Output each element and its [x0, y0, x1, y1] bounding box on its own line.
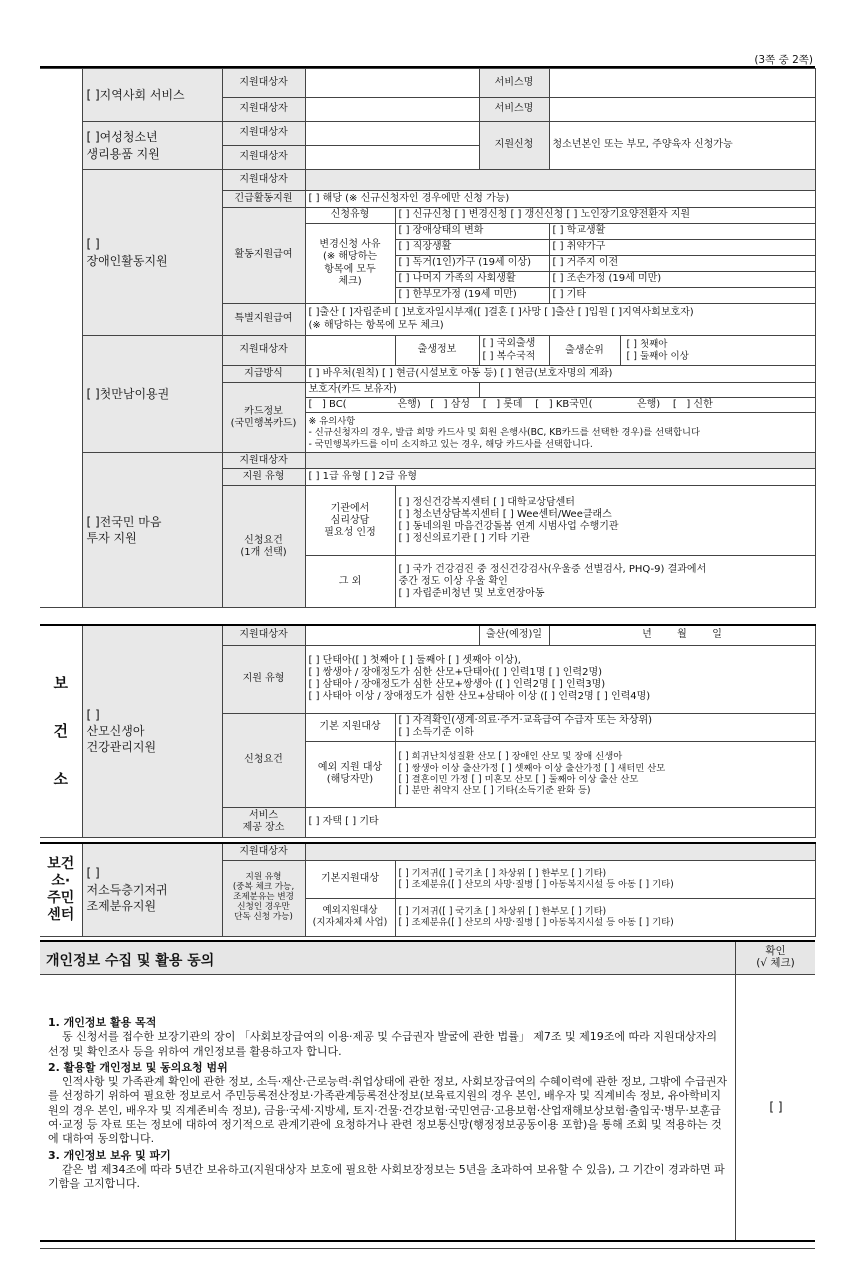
- basic-target-label: 기본 지원대상: [305, 713, 395, 741]
- lowincome-exception-label: 예외지원대상 (지자체자체 사업): [305, 898, 395, 936]
- disability-target-label: 지원대상자: [222, 170, 305, 191]
- birth-info-label: 출생정보: [395, 336, 479, 366]
- card-holder-input[interactable]: [479, 383, 815, 398]
- community-target-input-2[interactable]: [305, 98, 479, 122]
- card-info-label: 카드정보 (국민행복카드): [222, 383, 305, 453]
- community-target-label: 지원대상자: [222, 69, 305, 98]
- application-table: [40, 68, 816, 608]
- due-date-value[interactable]: 년 월 일: [549, 625, 815, 645]
- special-benefit-value[interactable]: [ ]출산 [ ]자립준비 [ ]보호자일시부재([ ]결혼 [ ]사망 [ ]출산 [ ]입원 [ ]지역사회보호자) (※ 해당하는 항목에 모두 체크): [305, 304, 815, 336]
- reason-4-a[interactable]: [ ] 한부모가정 (19세 미만): [395, 288, 549, 304]
- bottom-rule: [40, 1248, 815, 1249]
- birth-order-label: 출생순위: [550, 336, 621, 365]
- community-service-name-input-2[interactable]: [549, 98, 815, 122]
- outer-blank: [40, 69, 82, 608]
- card-holder-label: 보호자(카드 보유자): [305, 383, 479, 398]
- basic-target-value[interactable]: [ ] 자격확인(생계·의료·주거·교육급여 수급자 또는 차상위) [ ] 소득기준 이하: [395, 713, 815, 741]
- lowincome-target-input[interactable]: [305, 843, 815, 860]
- maternal-type-value[interactable]: [ ] 단태아([ ] 첫째아 [ ] 둘째아 [ ] 셋째아 이상), [ ] 쌍생아 / 장애정도가 심한 산모+단태아([ ] 인력1명 [ ] 인력2명) [ ] 삼태아 / 장애정도가 심한 산모+쌍생아 ([ ] 인력2명 [ ] 인력3명) [ ] 사태아 이상 / 장애정도가 심한 산모+삼태아 이상 ([ ] 인력2명 [ ] 인력4명): [305, 645, 815, 713]
- reason-2-b[interactable]: [ ] 거주지 이전: [549, 256, 815, 272]
- health-center-table: [40, 624, 816, 838]
- mental-type-label: 지원 유형: [222, 469, 305, 486]
- birth-order-value[interactable]: [ ] 첫째아 [ ] 둘째아 이상: [626, 338, 689, 362]
- reason-0-b[interactable]: [ ] 학교생활: [549, 224, 815, 240]
- service-place-value[interactable]: [ ] 자택 [ ] 기타: [305, 807, 815, 837]
- consent-body: [40, 972, 815, 1242]
- lowincome-basic-label: 기본지원대상: [305, 860, 395, 898]
- birth-order-cell[interactable]: [549, 336, 815, 366]
- consent-section-3-title: 3. 개인정보 보유 및 파기: [48, 1148, 171, 1162]
- change-reason-label: 변경신청 사유 (※ 해당하는 항목에 모두 체크): [305, 224, 395, 304]
- mental-other-value[interactable]: [ ] 국가 건강검진 중 정신건강검사(우울증 선별검사, PHQ-9) 결과에서 중간 정도 이상 우울 확인 [ ] 자립준비청년 및 보호연장아동: [395, 556, 815, 608]
- disability-support-label[interactable]: [ ] 장애인활동지원: [82, 170, 222, 336]
- card-company-options[interactable]: [ ] BC( 은행) [ ] 삼성 [ ] 롯데 [ ] KB국민( 은행) [ ] 신한: [305, 398, 815, 413]
- maternal-target-input[interactable]: [305, 625, 479, 645]
- lowincome-table: [40, 842, 816, 937]
- girls-target-label: 지원대상자: [222, 122, 305, 146]
- consent-title: 개인정보 수집 및 활용 동의: [46, 953, 215, 969]
- card-notes: ※ 유의사항 - 신규신청자의 경우, 발급 희망 카드사 및 회원 은행사(BC, KB카드를 선택한 경우)를 선택합니다 - 국민행복카드를 이미 소지하고 있는 경우, 해당 카드사를 선택합니다.: [305, 413, 815, 453]
- consent-check-label: 확인 (√ 체크): [735, 942, 815, 974]
- girls-target-label-2: 지원대상자: [222, 146, 305, 170]
- community-service-name-input-1[interactable]: [549, 69, 815, 98]
- community-service-name-label-2: 서비스명: [479, 98, 549, 122]
- girls-target-input[interactable]: [305, 122, 479, 146]
- consent-text: [48, 1014, 728, 1194]
- reason-1-a[interactable]: [ ] 직장생활: [395, 240, 549, 256]
- girls-target-input-2[interactable]: [305, 146, 479, 170]
- mental-health-label[interactable]: [ ]전국민 마음 투자 지원: [82, 453, 222, 608]
- consent-section-2-text: 인적사항 및 가족관계 확인에 관한 정보, 소득·재산·근로능력·취업상태에 관한 정보, 사회보장급여의 수혜이력에 관한 정보, 그밖에 수급권자를 선정하기 위하여 필요한 정보로서 주민등록전산정보·가족관계등록전산정보(보육료지원의 경우 본인, 배우자 및 직계비속 정보, 유아학비지원의 경우 본인, 배우자 및 직계존비속 정보), 금융·국세·지방세, 토지·건물·건강보험·국민연금·고용보험·산업재해보상보험·출입국·병무·보훈급여·교정 등 자료 또는 정보에 대하여 정기적으로 관계기관에 요청하거나 관련 정보통신망(행정정보공동이용 포함)을 통해 조회 및 적용하는 것에 대하여 동의합니다.: [48, 1075, 727, 1146]
- special-benefit-label: 특별지원급여: [222, 304, 305, 336]
- consent-section-2-title: 2. 활용할 개인정보 및 동의요청 범위: [48, 1060, 228, 1074]
- lowincome-target-label: 지원대상자: [222, 843, 305, 860]
- inst-recognition-label: 기관에서 심리상담 필요성 인정: [305, 486, 395, 556]
- exception-target-label: 예외 지원 대상 (해당자만): [305, 741, 395, 807]
- community-service-name-label: 서비스명: [479, 69, 549, 98]
- girls-apply-value: 청소년본인 또는 부모, 주양육자 신청가능: [549, 122, 815, 170]
- diaper-formula-label[interactable]: [ ] 저소득층기저귀 조제분유지원: [82, 843, 222, 936]
- birth-info-value[interactable]: [ ] 국외출생 [ ] 복수국적: [479, 336, 549, 366]
- mental-type-value[interactable]: [ ] 1급 유형 [ ] 2급 유형: [305, 469, 815, 486]
- mental-target-input[interactable]: [305, 453, 815, 469]
- firstmeet-target-input[interactable]: [305, 336, 395, 366]
- maternal-newborn-label[interactable]: [ ] 산모신생아 건강관리지원: [82, 625, 222, 837]
- maternal-req-label: 신청요건: [222, 713, 305, 807]
- health-center-outer-label: 보 건 소: [40, 625, 82, 837]
- firstmeet-target-label: 지원대상자: [222, 336, 305, 366]
- reason-4-b[interactable]: [ ] 기타: [549, 288, 815, 304]
- reason-1-b[interactable]: [ ] 취약가구: [549, 240, 815, 256]
- community-target-label-2: 지원대상자: [222, 98, 305, 122]
- inst-recognition-value[interactable]: [ ] 정신건강복지센터 [ ] 대학교상담센터 [ ] 청소년상담복지센터 [ ] Wee센터/Wee클래스 [ ] 동네의원 마음건강돌봄 연계 시범사업 수행기관 [ ] 정신의료기관 [ ] 기타 기관: [395, 486, 815, 556]
- girls-apply-label: 지원신청: [479, 122, 549, 170]
- pay-method-value[interactable]: [ ] 바우처(원칙) [ ] 현금(시설보호 아동 등) [ ] 현금(보호자명의 계좌): [305, 366, 815, 383]
- girls-hygiene-label[interactable]: [ ]여성청소년 생리용품 지원: [82, 122, 222, 170]
- emergency-support-value[interactable]: [ ] 해당 (※ 신규신청자인 경우에만 신청 가능): [305, 191, 815, 208]
- exception-target-value[interactable]: [ ] 희귀난치성질환 산모 [ ] 장애인 산모 및 장애 신생아 [ ] 쌍생아 이상 출산가정 [ ] 셋째아 이상 출산가정 [ ] 새터민 산모 [ ] 결혼이민 가정 [ ] 미혼모 산모 [ ] 둘째아 이상 출산 산모 [ ] 분만 취약지 산모 [ ] 기타(소득기준 완화 등): [395, 741, 815, 807]
- maternal-target-label: 지원대상자: [222, 625, 305, 645]
- apply-type-value[interactable]: [ ] 신규신청 [ ] 변경신청 [ ] 갱신신청 [ ] 노인장기요양전환자 지원: [395, 208, 815, 224]
- page-number: (3쪽 중 2쪽): [754, 54, 813, 66]
- mental-target-label: 지원대상자: [222, 453, 305, 469]
- community-target-input-1[interactable]: [305, 69, 479, 98]
- emergency-support-label: 긴급활동지원: [222, 191, 305, 208]
- reason-2-a[interactable]: [ ] 독거(1인)가구 (19세 이상): [395, 256, 549, 272]
- consent-header: [40, 940, 815, 975]
- community-service-label[interactable]: [ ]지역사회 서비스: [82, 69, 222, 122]
- consent-section-1-text: 동 신청서를 접수한 보장기관의 장이 「사회보장급여의 이용·제공 및 수급권자 발굴에 관한 법률」 제7조 및 제19조에 따라 지원대상자의 선정 및 확인조사 등을 위하여 개인정보를 활용하고자 합니다.: [48, 1030, 717, 1058]
- disability-target-input[interactable]: [305, 170, 815, 191]
- maternal-type-label: 지원 유형: [222, 645, 305, 713]
- consent-section-1-title: 1. 개인정보 활용 목적: [48, 1016, 157, 1029]
- service-place-label: 서비스 제공 장소: [222, 807, 305, 837]
- consent-section-3-text: 같은 법 제34조에 따라 5년간 보유하고(지원대상자 보호에 필요한 사회보장정보는 5년을 초과하여 보유할 수 있음), 그 기간이 경과하면 파기함을 고지합니다.: [48, 1162, 725, 1191]
- lowincome-type-label: 지원 유형 (중복 체크 가능, 조제분유는 변경 신청인 경우만 단독 신청 가능): [222, 860, 305, 936]
- due-date-label: 출산(예정)일: [479, 625, 549, 645]
- consent-checkbox[interactable]: [ ]: [769, 1100, 783, 1114]
- mental-other-label: 그 외: [305, 556, 395, 608]
- pay-method-label: 지급방식: [222, 366, 305, 383]
- activity-benefit-label: 활동지원급여: [222, 208, 305, 304]
- reason-0-a[interactable]: [ ] 장애상태의 변화: [395, 224, 549, 240]
- reason-3-b[interactable]: [ ] 조손가정 (19세 미만): [549, 272, 815, 288]
- first-meeting-label[interactable]: [ ]첫만남이용권: [82, 336, 222, 453]
- lowincome-exception-value[interactable]: [ ] 기저귀([ ] 국기초 [ ] 차상위 [ ] 한부모 [ ] 기타) [ ] 조제분유([ ] 산모의 사망·질병 [ ] 아동복지시설 등 아동 [ ] 기타): [395, 898, 815, 936]
- center-outer-label: 보건 소· 주민 센터: [40, 843, 82, 936]
- lowincome-basic-value[interactable]: [ ] 기저귀([ ] 국기초 [ ] 차상위 [ ] 한부모 [ ] 기타) [ ] 조제분유([ ] 산모의 사망·질병 [ ] 아동복지시설 등 아동 [ ] 기타): [395, 860, 815, 898]
- mental-req-label: 신청요건 (1개 선택): [222, 486, 305, 608]
- consent-check-column: [735, 972, 816, 1240]
- reason-3-a[interactable]: [ ] 나머지 가족의 사회생활: [395, 272, 549, 288]
- apply-type-label: 신청유형: [305, 208, 395, 224]
